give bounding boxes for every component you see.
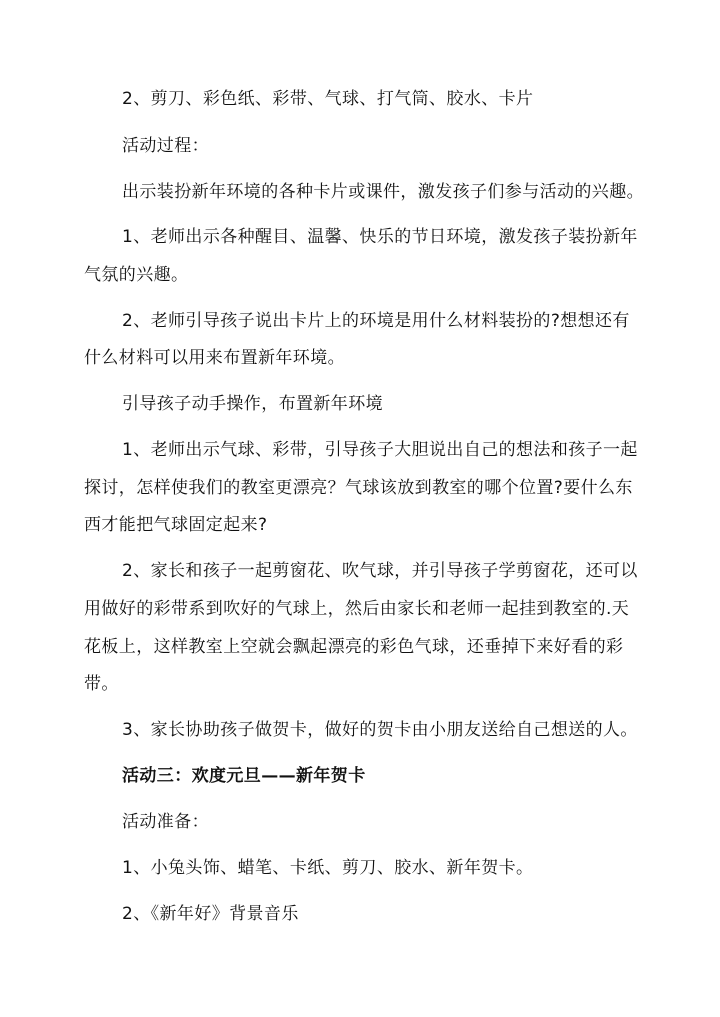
- paragraph-prep1: 1、小兔头饰、蜡笔、卡纸、剪刀、胶水、新年贺卡。: [122, 858, 534, 878]
- paragraph-step2-line2: 什么材料可以用来布置新年环境。: [84, 348, 345, 368]
- subheading-operation: 引导孩子动手操作，布置新年环境: [122, 394, 383, 414]
- heading-activity-three: 活动三：欢度元旦——新年贺卡: [122, 766, 366, 786]
- heading-activity-prep: 活动准备：: [122, 812, 209, 832]
- paragraph-op1-line1: 1、老师出示气球、彩带，引导孩子大胆说出自己的想法和孩子一起: [122, 440, 638, 460]
- heading-activity-process: 活动过程：: [122, 136, 209, 156]
- paragraph-prep2: 2、《新年好》背景音乐: [122, 904, 299, 924]
- paragraph-materials-2: 2、剪刀、彩色纸、彩带、气球、打气筒、胶水、卡片: [122, 89, 534, 109]
- paragraph-step1-line1: 1、老师出示各种醒目、温馨、快乐的节日环境，激发孩子装扮新年: [122, 227, 638, 247]
- paragraph-op2-line4: 带。: [84, 674, 119, 694]
- paragraph-op2-line1: 2、家长和孩子一起剪窗花、吹气球，并引导孩子学剪窗花，还可以: [122, 561, 638, 581]
- paragraph-op1-line3: 西才能把气球固定起来?: [84, 515, 268, 535]
- paragraph-op2-line2: 用做好的彩带系到吹好的气球上，然后由家长和老师一起挂到教室的.天: [84, 599, 630, 619]
- paragraph-op1-line2: 探讨，怎样使我们的教室更漂亮？气球该放到教室的哪个位置?要什么东: [84, 478, 633, 498]
- paragraph-intro: 出示装扮新年环境的各种卡片或课件，激发孩子们参与活动的兴趣。: [122, 182, 644, 202]
- paragraph-step2-line1: 2、老师引导孩子说出卡片上的环境是用什么材料装扮的?想想还有: [122, 311, 630, 331]
- paragraph-step1-line2: 气氛的兴趣。: [84, 265, 189, 285]
- paragraph-op2-line3: 花板上，这样教室上空就会飘起漂亮的彩色气球，还垂掉下来好看的彩: [84, 637, 624, 657]
- paragraph-op3: 3、家长协助孩子做贺卡，做好的贺卡由小朋友送给自己想送的人。: [122, 720, 638, 740]
